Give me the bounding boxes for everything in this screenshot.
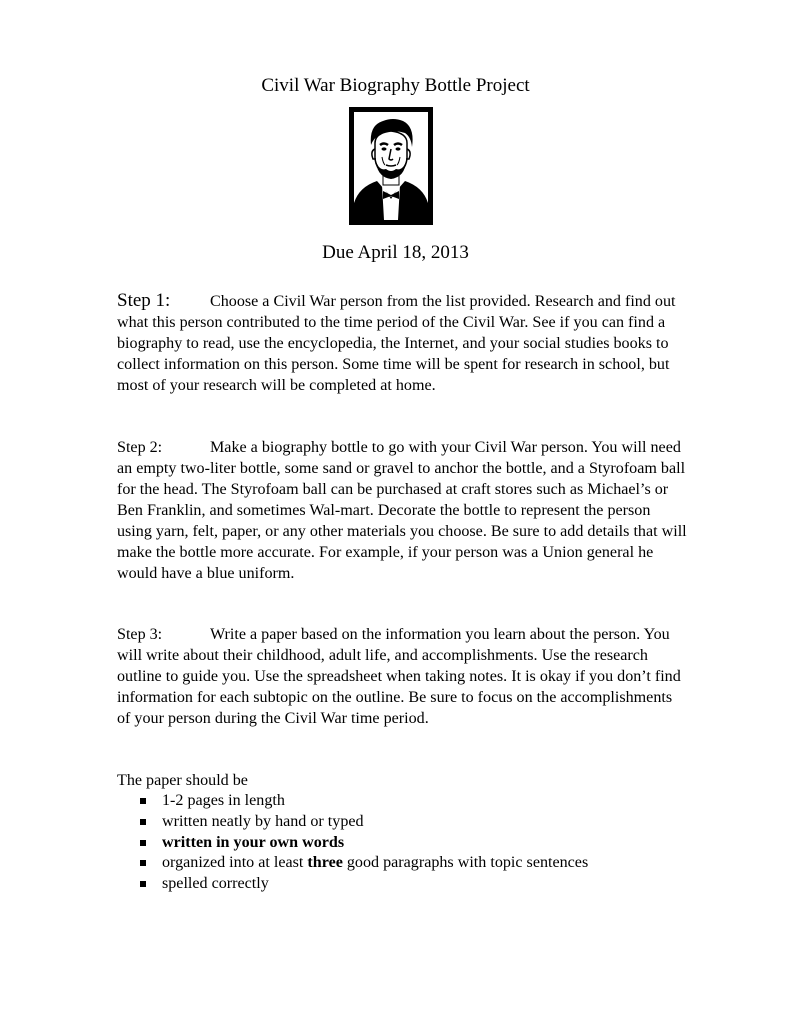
due-date: Due April 18, 2013 (322, 242, 469, 263)
requirement-text: written in your own words (162, 833, 345, 851)
list-item (139, 853, 588, 874)
requirement-text-before: organized into at least (162, 854, 308, 872)
step-2-text: Make a biography bottle to go with your Civil War person. You will need an empty two-liter bottle, some sand or gravel to anchor the bottle, and a Styrofoam ball for the head. The Styrofoam ball can be purchased at craft stores such as Michael’s or Ben Franklin, and sometimes Wal-mart. Decorate the bottle to represent the person using yarn, felt, paper, or any other materials you choose. Be sure to add details that will make the bottle more accurate. For example, if your person was a Union general he would have a blue uniform. (117, 439, 687, 582)
requirement-text: written neatly by hand or typed (162, 812, 364, 830)
requirement-text-after: good paragraphs with topic sentences (342, 854, 589, 872)
requirement-text: spelled correctly (162, 875, 269, 893)
list-item (139, 833, 588, 854)
square-bullet-icon (140, 881, 146, 887)
paper-requirements-list (139, 791, 588, 895)
step-2-label: Step 2: (117, 439, 163, 456)
step-3-label: Step 3: (117, 626, 163, 643)
list-item (139, 791, 588, 812)
step-3-text: Write a paper based on the information you learn about the person. You will write about their childhood, adult life, and accomplishments. Use the research outline to guide you. Use the spreadsheet when taking notes. It is okay if you don’t find information for each subtopic on the outline. Be sure to focus on the accomplishments of your person during the Civil War time period. (117, 626, 681, 727)
square-bullet-icon (140, 840, 146, 846)
lincoln-portrait-icon (349, 107, 433, 225)
list-item (139, 812, 588, 833)
step-1-text: Choose a Civil War person from the list provided. Research and find out what this person contributed to the time period of the Civil War. See if you can find a biography to read, use the encyclopedia, the Internet, and your social studies books to collect information on this person. Some time will be spent for research in school, but most of your research will be completed at home. (117, 293, 676, 394)
step-1-label: Step 1: (117, 290, 171, 311)
step-1-paragraph (117, 290, 687, 396)
document-title: Civil War Biography Bottle Project (261, 75, 530, 96)
square-bullet-icon (140, 819, 146, 825)
square-bullet-icon (140, 798, 146, 804)
requirement-text: 1-2 pages in length (162, 792, 285, 809)
step-2-paragraph (117, 437, 687, 584)
paper-requirements-intro: The paper should be (117, 772, 248, 789)
list-item (139, 874, 588, 895)
requirement-emphasis: three (307, 854, 343, 872)
step-3-paragraph (117, 624, 687, 729)
square-bullet-icon (140, 860, 146, 866)
